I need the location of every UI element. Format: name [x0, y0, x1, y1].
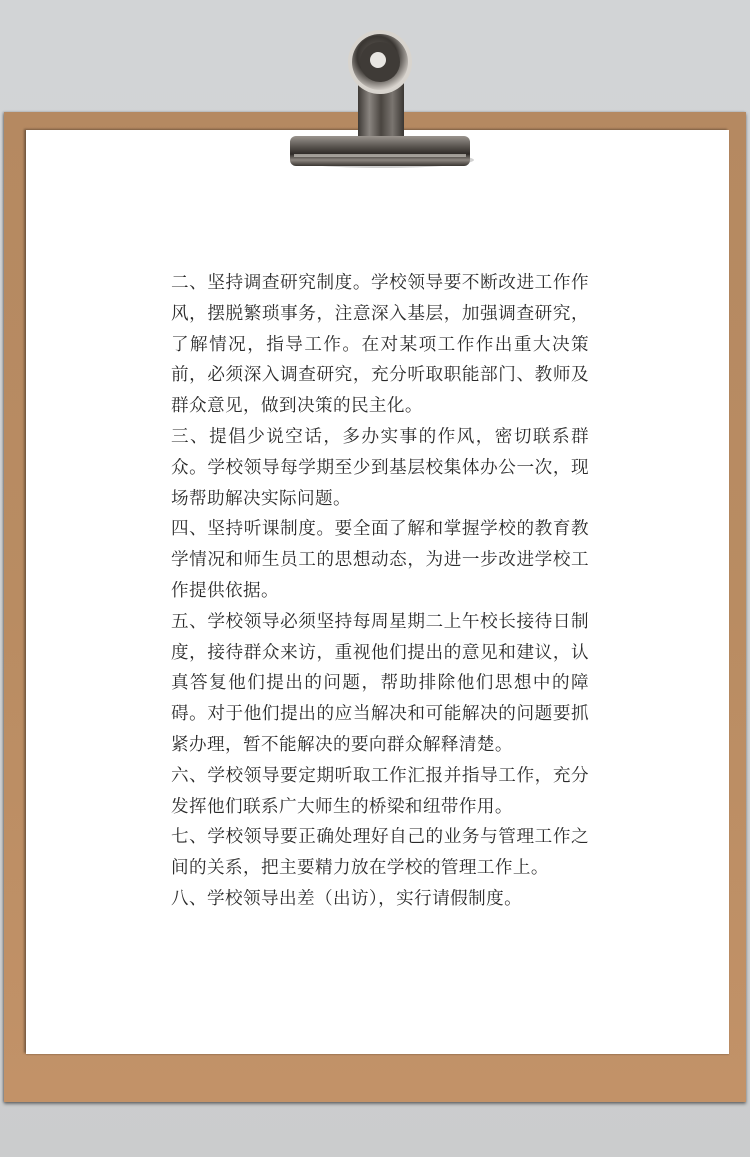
paragraph-2: 二、坚持调查研究制度。学校领导要不断改进工作作风，摆脱繁琐事务，注意深入基层，加强调查研究，了解情况，指导工作。在对某项工作作出重大决策前，必须深入调查研究，充分听取职能部门、教师及群众意见，做到决策的民主化。 [171, 273, 589, 417]
document-body [171, 268, 589, 915]
paragraph-5: 五、学校领导必须坚持每周星期二上午校长接待日制度，接待群众来访，重视他们提出的意见和建议，认真答复他们提出的问题，帮助排除他们思想中的障碍。对于他们提出的应当解决和可能解决的问题要抓紧办理，暂不能解决的要向群众解释清楚。 [171, 611, 589, 755]
binder-clip-icon [280, 20, 480, 172]
paragraph-7: 七、学校领导要正确处理好自己的业务与管理工作之间的关系，把主要精力放在学校的管理工作上。 [171, 827, 589, 879]
paragraph-8: 八、学校领导出差（出访），实行请假制度。 [171, 888, 523, 909]
paragraph-6: 六、学校领导要定期听取工作汇报并指导工作，充分发挥他们联系广大师生的桥梁和纽带作用。 [171, 765, 589, 817]
paragraph-4: 四、坚持听课制度。要全面了解和掌握学校的教育教学情况和师生员工的思想动态，为进一步改进学校工作提供依据。 [171, 519, 589, 601]
paragraph-3: 三、提倡少说空话，多办实事的作风，密切联系群众。学校领导每学期至少到基层校集体办公一次，现场帮助解决实际问题。 [171, 426, 589, 509]
